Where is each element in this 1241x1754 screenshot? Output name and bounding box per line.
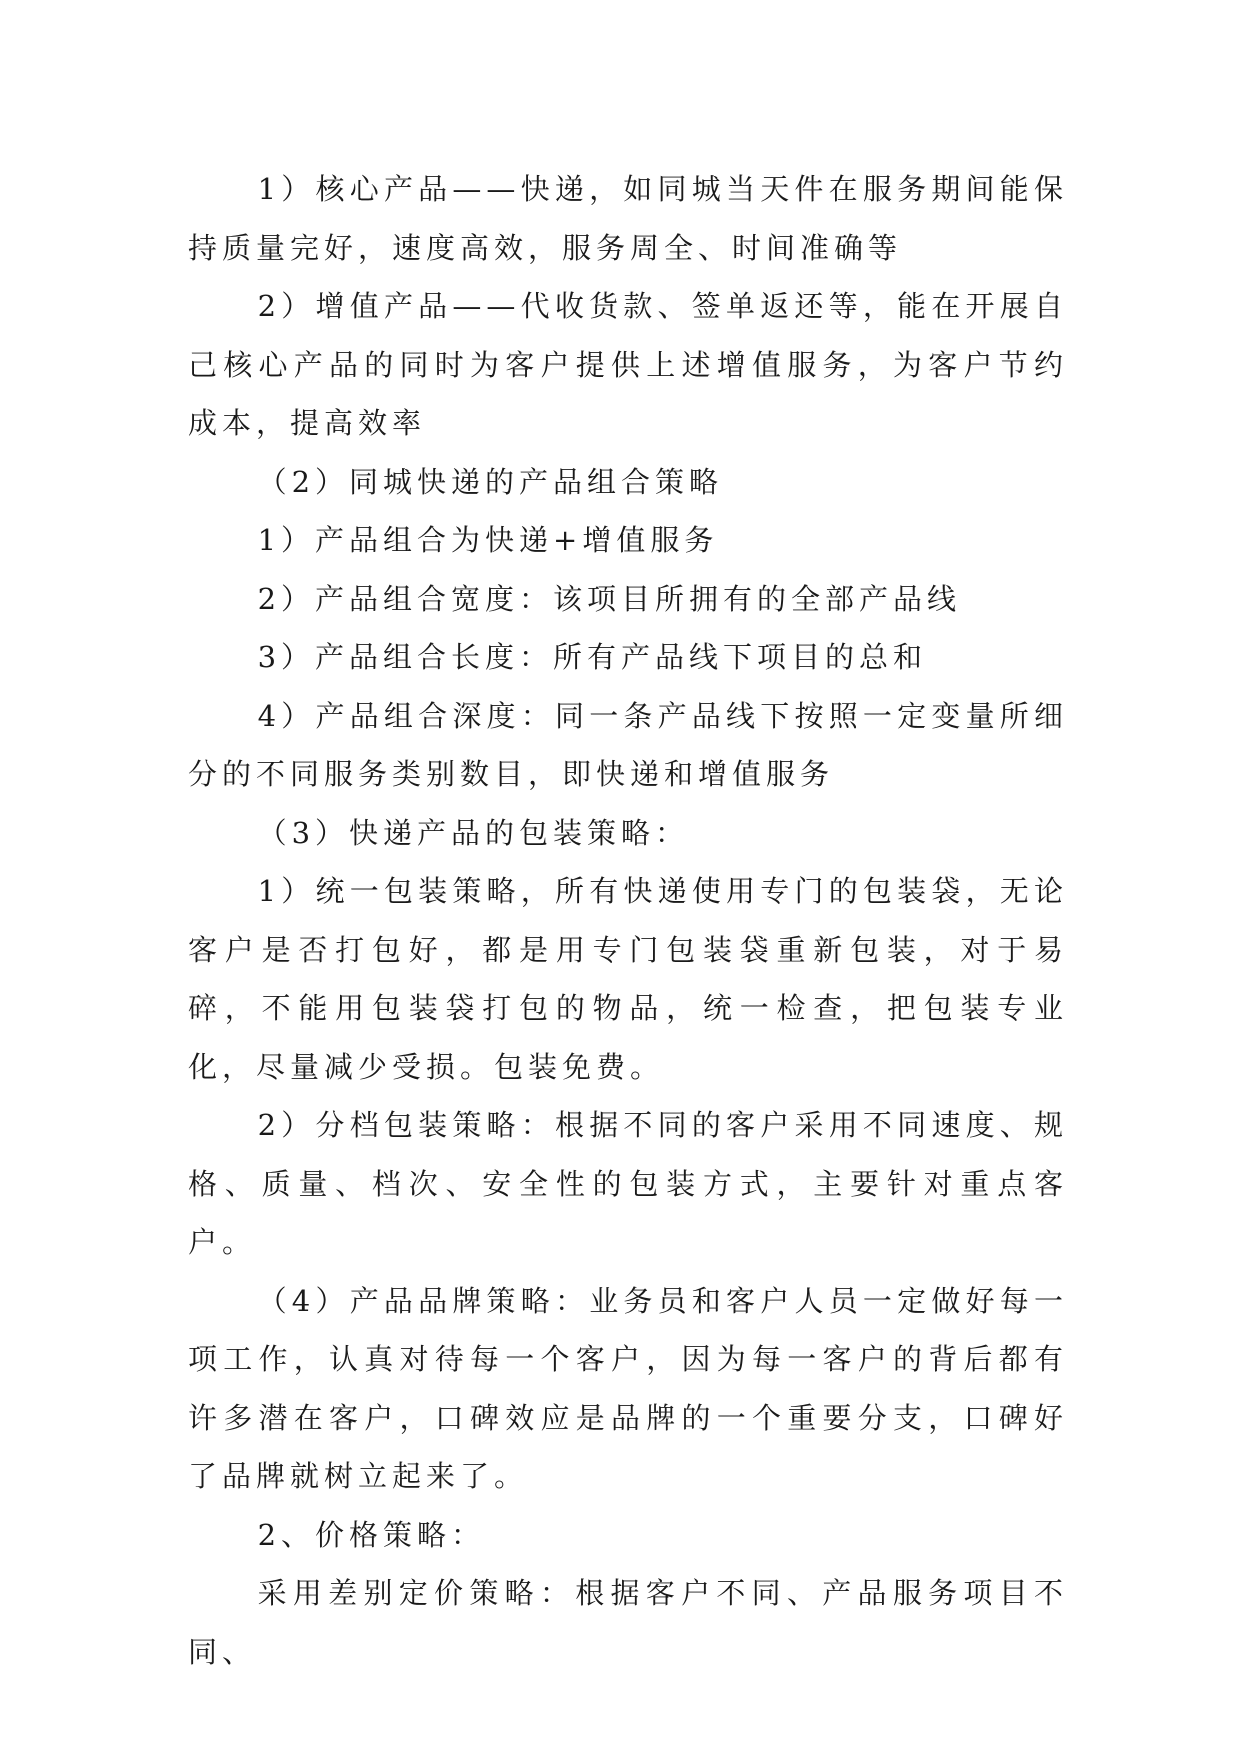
heading-product-mix-strategy: （2）同城快递的产品组合策略 — [257, 464, 724, 499]
heading-price-strategy: 2、价格策略： — [257, 1517, 486, 1552]
document-body — [188, 160, 1068, 1681]
paragraph-product-mix-length: 3）产品组合长度：所有产品线下项目的总和 — [257, 640, 928, 674]
paragraph-value-added-product: 2）增值产品——代收货款、签单返还等，能在开展自己核心产品的同时为客户提供上述增值服务，为客户节约成本，提高效率 — [188, 289, 1068, 440]
paragraph-product-mix: 1）产品组合为快递+增值服务 — [257, 523, 719, 557]
paragraph-core-product: 1）核心产品——快递，如同城当天件在服务期间能保持质量完好，速度高效，服务周全、时间准确等 — [188, 172, 1068, 265]
paragraph-unified-packaging: 1）统一包装策略，所有快递使用专门的包装袋，无论客户是否打包好，都是用专门包装袋重新包装，对于易碎，不能用包装袋打包的物品，统一检查，把包装专业化，尽量减少受损。包装免费。 — [188, 874, 1068, 1084]
paragraph-tiered-packaging: 2）分档包装策略：根据不同的客户采用不同速度、规格、质量、档次、安全性的包装方式，主要针对重点客户。 — [188, 1108, 1068, 1259]
paragraph-product-mix-width: 2）产品组合宽度：该项目所拥有的全部产品线 — [257, 581, 962, 616]
paragraph-product-mix-depth: 4）产品组合深度：同一条产品线下按照一定变量所细分的不同服务类别数目，即快递和增值服务 — [188, 698, 1068, 791]
paragraph-brand-strategy: （4）产品品牌策略：业务员和客户人员一定做好每一项工作，认真对待每一个客户，因为每一客户的背后都有许多潜在客户，口碑效应是品牌的一个重要分支，口碑好了品牌就树立起来了。 — [188, 1283, 1068, 1493]
heading-packaging-strategy: （3）快递产品的包装策略： — [257, 815, 690, 850]
paragraph-differential-pricing: 采用差别定价策略：根据客户不同、产品服务项目不同、 — [188, 1576, 1068, 1669]
